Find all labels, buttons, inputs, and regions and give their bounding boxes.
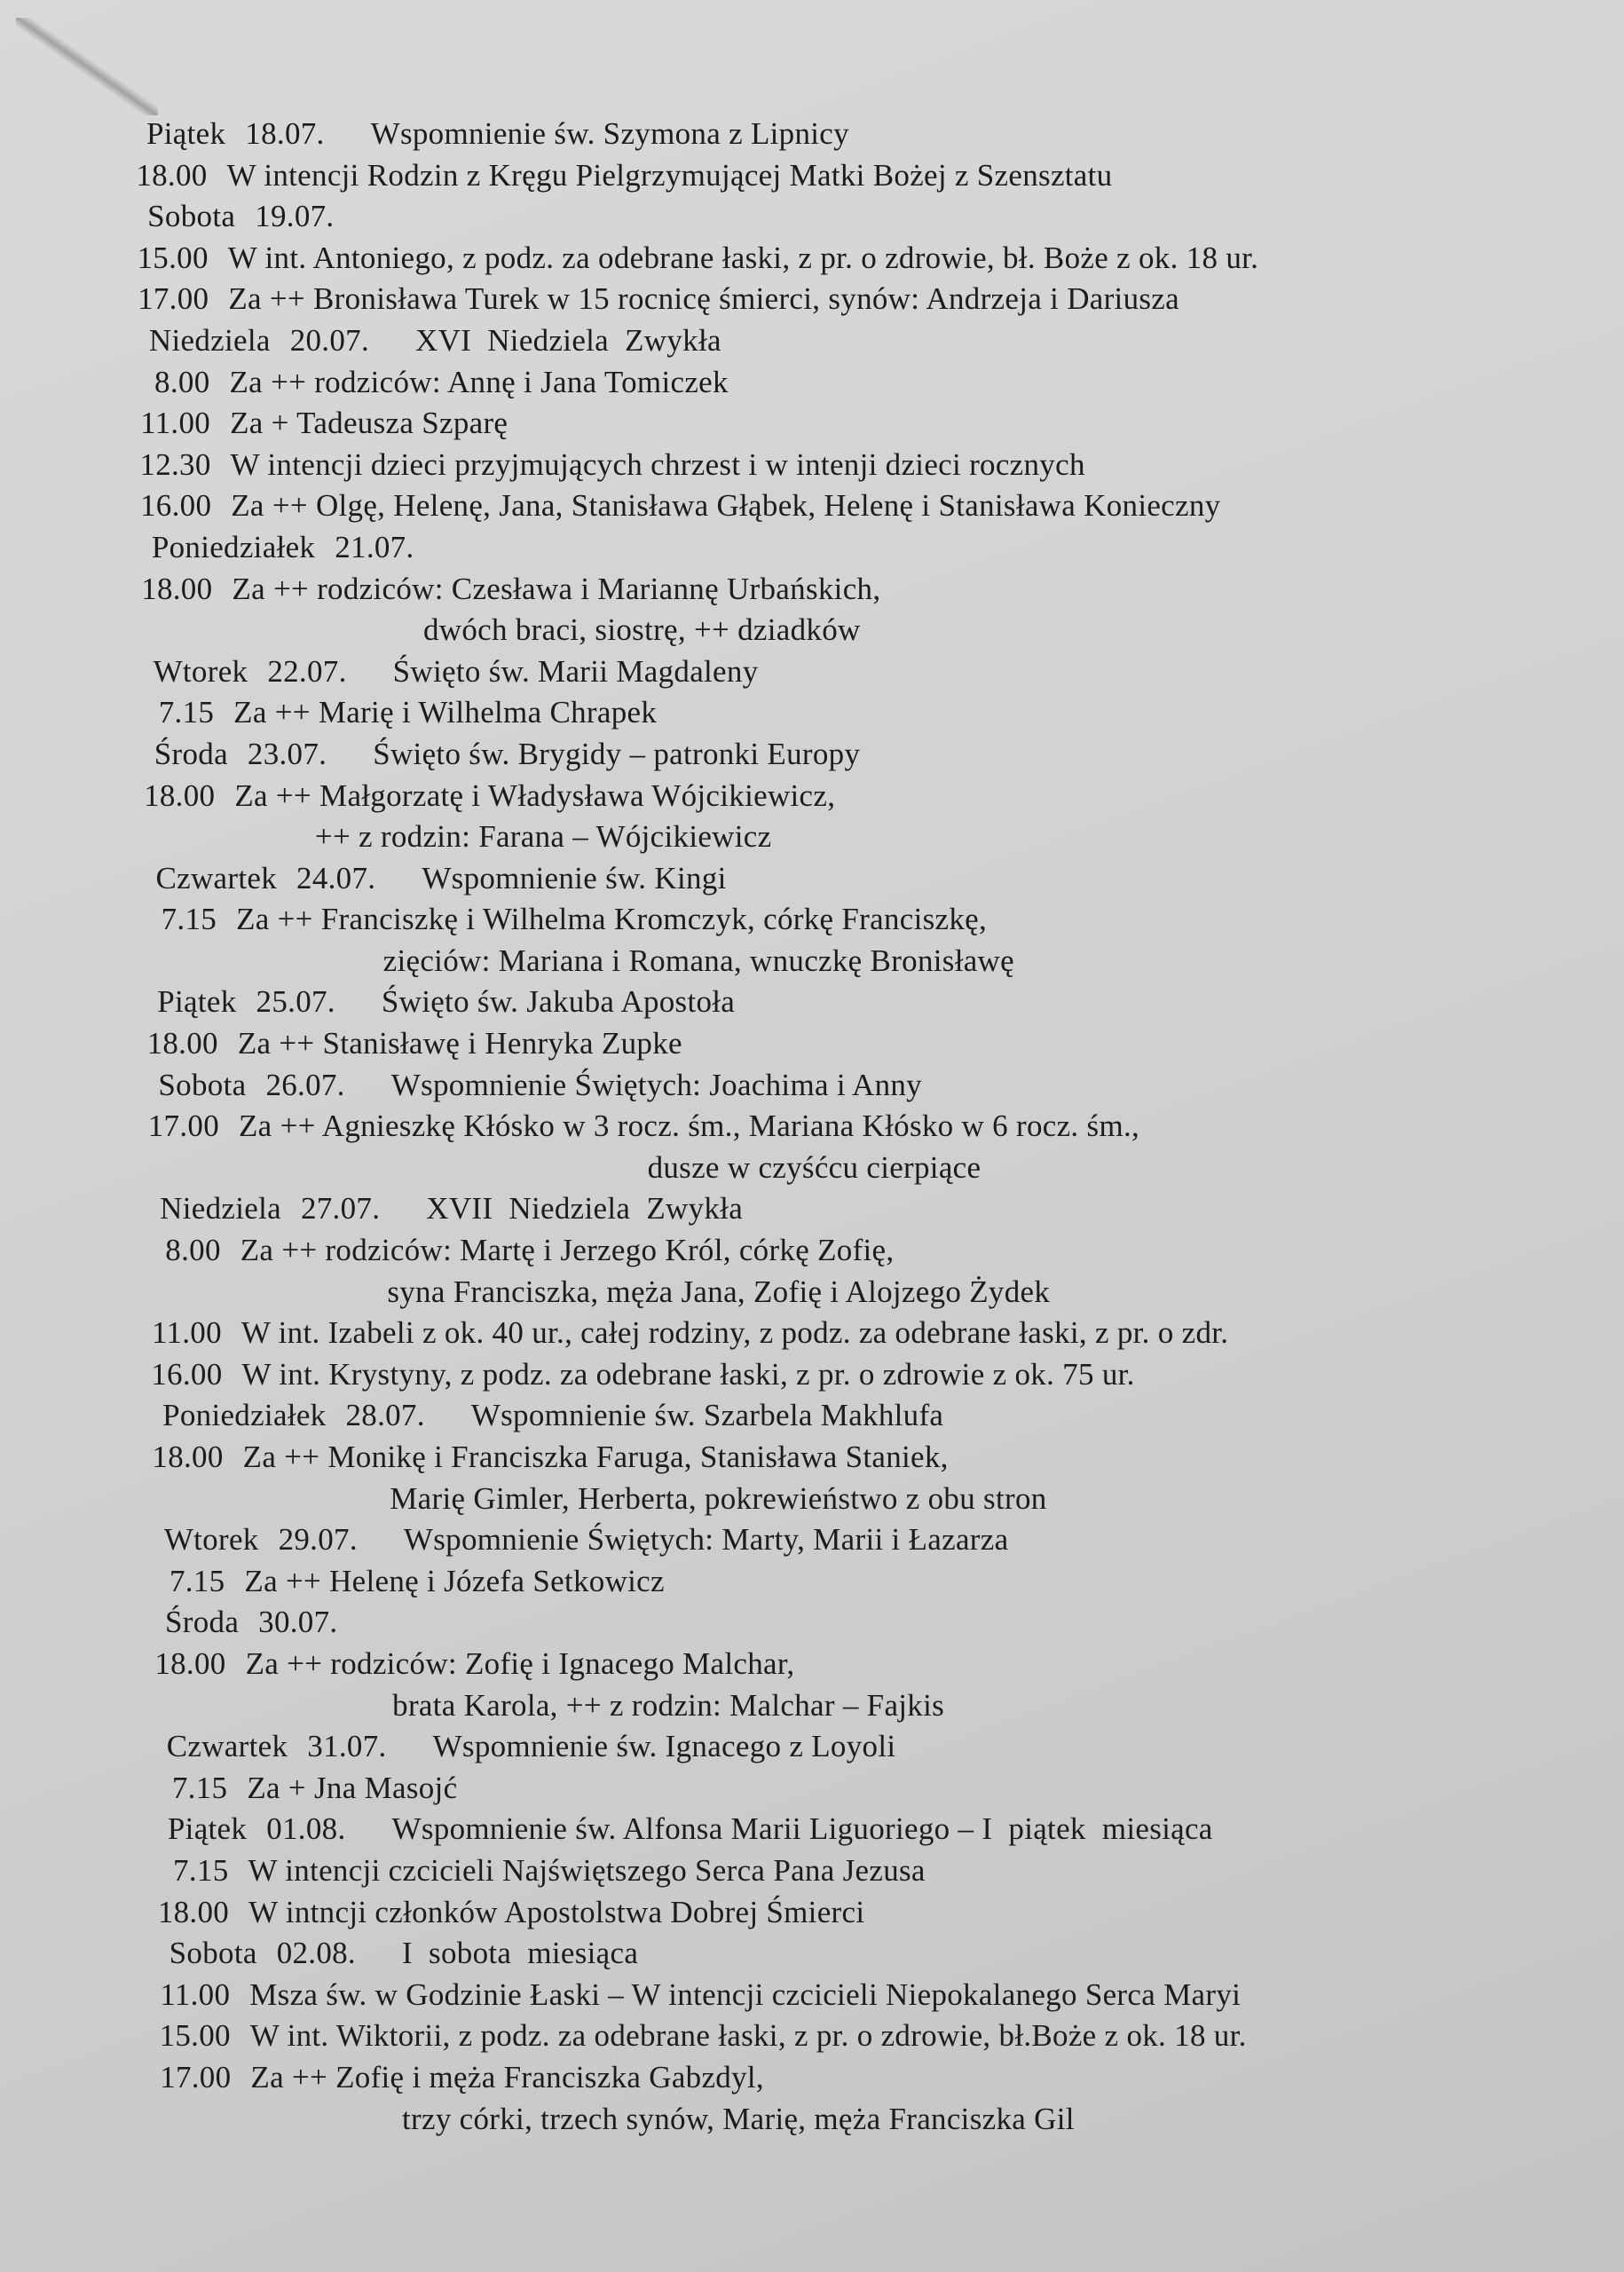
liturgical-day-title: Wspomnienie Świętych: Marty, Marii i Łazarza [403,1522,1009,1558]
mass-intention-continuation [0,1479,1624,1520]
mass-schedule [0,114,1624,2140]
mass-intention: Msza św. w Godzinie Łaski – W intencji czcicieli Niepokalanego Serca Maryi [249,1976,1242,2012]
mass-time: 11.00 [140,406,211,441]
day-date: 02.08. [276,1936,356,1971]
mass-time: 18.00 [136,157,208,193]
mass-intention: Za ++ Monikę i Franciszka Faruga, Stanisława Staniek, [242,1440,949,1474]
mass-intention-continuation [0,1272,1624,1314]
day-name: Niedziela [148,322,271,358]
day-date: 23.07. [247,736,327,771]
mass-entry [0,692,1624,734]
mass-intention: W int. Wiktorii, z podz. za odebrane łaski, z pr. o zdrowie, bł.Boże z ok. 18 ur. [249,2018,1247,2054]
day-heading [0,1395,1624,1437]
mass-entry [0,1768,1624,1810]
mass-intention: Za + Tadeusza Szparę [230,406,508,441]
day-date: 29.07. [278,1522,358,1558]
mass-intention: W intencji czcicieli Najświętszego Serca Pana Jezusa [248,1852,926,1888]
continuation-text: dusze w czyśćcu cierpiące [647,1149,981,1185]
day-date: 01.08. [266,1811,346,1847]
day-date: 31.07. [307,1729,387,1764]
day-heading [0,114,1624,155]
day-heading [0,196,1624,238]
liturgical-day-title: I sobota miesiąca [402,1936,639,1971]
mass-intention: W intncji członków Apostolstwa Dobrej Śmierci [248,1894,865,1929]
mass-intention: Za + Jna Masojć [247,1770,458,1805]
mass-time: 8.00 [165,1233,221,1268]
day-name: Piątek [146,116,226,151]
mass-time: 17.00 [160,2059,232,2094]
liturgical-day-title: Wspomnienie św. Szarbela Makhlufa [470,1398,944,1433]
mass-time: 7.15 [171,1770,228,1805]
liturgical-day-title: Święto św. Jakuba Apostoła [381,984,736,1020]
day-name: Sobota [169,1936,257,1971]
mass-intention: Za ++ Agnieszkę Kłósko w 3 rocz. śm., Mariana Kłósko w 6 rocz. śm., [239,1108,1140,1144]
day-heading [0,1933,1624,1975]
mass-entry [0,155,1624,197]
mass-entry [0,1644,1624,1685]
liturgical-day-title: Wspomnienie św. Alfonsa Marii Liguoriego – I piątek miesiąca [391,1811,1213,1847]
mass-time: 11.00 [160,1976,231,2012]
day-date: 27.07. [300,1191,381,1227]
mass-intention-continuation [0,816,1624,858]
mass-time: 16.00 [140,488,212,524]
liturgical-day-title: Święto św. Marii Magdaleny [392,653,759,689]
day-name: Wtorek [153,653,248,689]
day-date: 26.07. [265,1067,345,1102]
day-date: 28.07. [345,1398,425,1433]
mass-intention: W int. Antoniego, z podz. za odebrane łaski, z pr. o zdrowie, bł. Boże z ok. 18 ur. [227,240,1259,275]
day-date: 18.07. [245,116,325,151]
mass-entry [0,1023,1624,1065]
mass-intention: Za ++ rodziców: Annę i Jana Tomiczek [229,364,729,399]
mass-intention: Za ++ rodziców: Martę i Jerzego Król, córkę Zofię, [240,1233,895,1268]
mass-intention-continuation [0,1685,1624,1727]
mass-entry [0,899,1624,941]
continuation-text: ++ z rodzin: Farana – Wójcikiewicz [314,819,772,855]
mass-time: 7.15 [169,1563,225,1598]
mass-time: 7.15 [173,1852,229,1888]
mass-intention: Za ++ Zofię i męża Franciszka Gabzdyl, [250,2059,764,2094]
day-name: Środa [165,1605,240,1640]
mass-time: 18.00 [146,1026,218,1061]
day-name: Czwartek [166,1729,288,1764]
day-date: 19.07. [255,199,335,234]
liturgical-day-title: Wspomnienie św. Ignacego z Loyoli [432,1729,896,1764]
mass-intention: Za ++ rodziców: Zofię i Ignacego Malchar, [245,1645,795,1681]
day-date: 22.07. [267,653,347,689]
day-name: Poniedziałek [151,529,316,564]
mass-entry [0,1106,1624,1148]
mass-entry [0,569,1624,611]
mass-intention-continuation [0,1148,1624,1189]
mass-intention: W intencji dzieci przyjmujących chrzest i w intenji dzieci rocznych [230,446,1085,482]
day-name: Niedziela [160,1191,281,1227]
mass-entry [0,1354,1624,1396]
continuation-text: syna Franciszka, męża Jana, Zofię i Alojzego Żydek [387,1274,1051,1309]
day-name: Środa [154,736,228,771]
day-name: Poniedziałek [162,1398,327,1433]
day-name: Sobota [158,1067,247,1102]
liturgical-day-title: XVI Niedziela Zwykła [415,322,721,358]
day-date: 24.07. [296,860,376,895]
day-heading [0,320,1624,362]
day-heading [0,982,1624,1023]
mass-intention: Za ++ Bronisława Turek w 15 rocnicę śmierci, synów: Andrzeja i Dariusza [228,281,1179,317]
mass-intention-continuation [0,610,1624,651]
mass-intention-continuation [0,941,1624,982]
mass-entry [0,1437,1624,1479]
day-heading [0,651,1624,693]
day-heading [0,1726,1624,1768]
mass-intention: Za ++ Olgę, Helenę, Jana, Stanisława Głąbek, Helenę i Stanisława Konieczny [231,488,1221,524]
mass-intention: Za ++ Stanisławę i Henryka Zupke [237,1026,682,1061]
mass-intention: Za ++ rodziców: Czesława i Mariannę Urbańskich, [232,571,881,606]
mass-time: 18.00 [144,777,216,813]
continuation-text: Marię Gimler, Herberta, pokrewieństwo z obu stron [390,1480,1047,1516]
mass-time: 11.00 [151,1315,222,1351]
continuation-text: dwóch braci, siostrę, ++ dziadków [423,612,861,648]
day-heading [0,1809,1624,1850]
day-name: Czwartek [155,860,278,895]
day-heading [0,858,1624,900]
mass-entry [0,403,1624,445]
mass-entry [0,2057,1624,2099]
mass-entry [0,1313,1624,1354]
mass-entry [0,776,1624,817]
day-date: 21.07. [335,529,414,564]
mass-intention-continuation [0,2099,1624,2141]
mass-time: 18.00 [154,1645,226,1681]
day-heading [0,527,1624,569]
mass-intention: Za ++ Helenę i Józefa Setkowicz [244,1563,665,1598]
continuation-text: trzy córki, trzech synów, Marię, męża Franciszka Gil [402,2101,1075,2136]
mass-time: 7.15 [161,902,217,937]
liturgical-day-title: Wspomnienie św. Kingi [422,860,727,895]
mass-intention: Za ++ Małgorzatę i Władysława Wójcikiewicz, [234,777,836,813]
day-name: Wtorek [163,1522,259,1558]
mass-intention: W intencji Rodzin z Kręgu Pielgrzymującej Matki Bożej z Szensztatu [226,157,1113,193]
mass-intention: Za ++ Franciszkę i Wilhelma Kromczyk, córkę Franciszkę, [236,902,988,937]
day-name: Sobota [147,199,236,234]
mass-entry [0,485,1624,527]
liturgical-day-title: Święto św. Brygidy – patronki Europy [373,736,861,771]
mass-time: 8.00 [154,364,210,399]
mass-time: 18.00 [152,1440,224,1474]
mass-intention: Za ++ Marię i Wilhelma Chrapek [233,695,658,730]
day-date: 30.07. [258,1605,338,1640]
day-name: Piątek [157,984,237,1020]
mass-time: 16.00 [151,1356,223,1392]
mass-time: 18.00 [157,1894,230,1929]
mass-intention: W int. Krystyny, z podz. za odebrane łaski, z pr. o zdrowie z ok. 75 ur. [241,1356,1135,1392]
mass-time: 15.00 [137,240,209,275]
mass-entry [0,1850,1624,1892]
mass-time: 7.15 [158,695,215,730]
day-heading [0,1602,1624,1644]
day-name: Piątek [167,1811,248,1847]
mass-entry [0,445,1624,486]
mass-entry [0,1975,1624,2016]
mass-time: 18.00 [141,571,213,606]
day-heading [0,734,1624,776]
mass-entry [0,1892,1624,1934]
day-date: 25.07. [256,984,335,1020]
mass-entry [0,279,1624,320]
mass-time: 15.00 [159,2018,231,2054]
mass-entry [0,1561,1624,1603]
paper-crease [16,18,158,115]
mass-time: 17.00 [147,1108,219,1144]
mass-intention: W int. Izabeli z ok. 40 ur., całej rodziny, z podz. za odebrane łaski, z pr. o zdr. [240,1315,1229,1351]
day-heading [0,1065,1624,1107]
continuation-text: zięciów: Mariana i Romana, wnuczkę Bronisławę [382,943,1014,978]
day-heading [0,1519,1624,1561]
continuation-text: brata Karola, ++ z rodzin: Malchar – Fajkis [392,1687,945,1723]
mass-time: 17.00 [138,281,209,317]
mass-time: 12.30 [139,446,211,482]
mass-entry [0,238,1624,280]
liturgical-day-title: XVII Niedziela Zwykła [426,1191,744,1227]
mass-entry [0,2016,1624,2057]
mass-entry [0,1230,1624,1272]
liturgical-day-title: Wspomnienie św. Szymona z Lipnicy [370,116,849,151]
liturgical-day-title: Wspomnienie Świętych: Joachima i Anny [390,1067,922,1102]
mass-entry [0,362,1624,404]
day-heading [0,1188,1624,1230]
day-date: 20.07. [289,322,370,358]
